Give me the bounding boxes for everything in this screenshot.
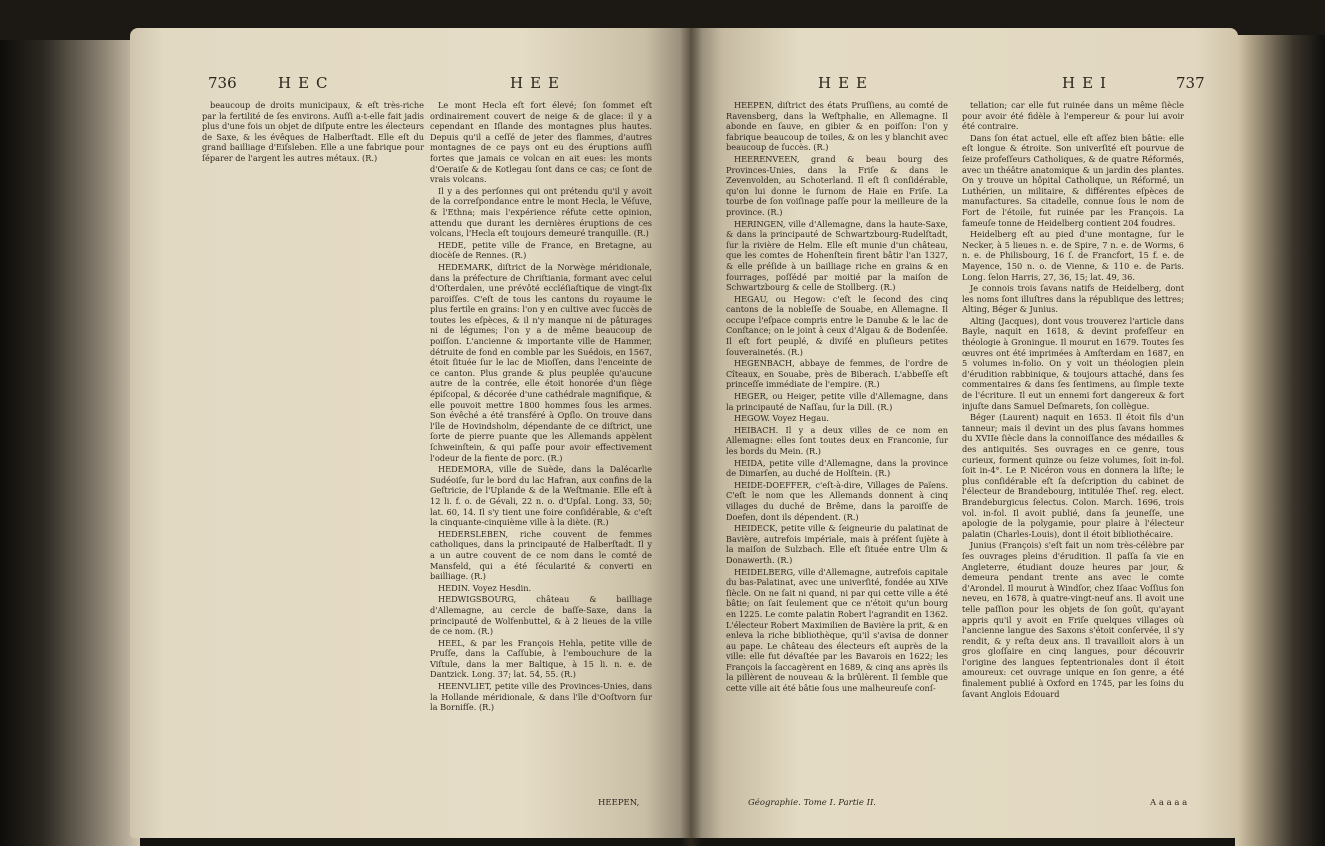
- paragraph: Dans ſon état actuel, elle eſt aſſez bien bâtie: elle eſt longue & étroite. Son univerſité eſt pourvue de ſeize profeſſeurs Catholiques, & de quatre Réformés, avec un théâtre anatomique & un jardin des plantes. On y trouve un hôpital Catholique, un Réformé, un Luthérien, un militaire, & différentes eſpèces de manufactures. Sa citadelle, connue ſous le nom de Fort de l'étoile, fut ruinée par les François. La fameuſe tonne de Heidelberg contient 204 foudres.: [962, 132, 1184, 228]
- page-number-left: 736: [208, 74, 237, 92]
- running-head-left-1: HEC: [278, 74, 335, 92]
- right-page-column-1: [726, 100, 948, 695]
- paragraph: Alting (Jacques), dont vous trouverez l'article dans Bayle, naquit en 1618, & devint profeſſeur en théologie à Groningue. Il mourut en 1679. Toutes ſes œuvres ont été imprimées à Amſterdam en 1687, en 5 volumes in-folio. On y voit un théologien plein d'érudition rabbinique, & toujours attaché, dans ſes commentaires & dans ſes ſentimens, au ſimple texte de l'écriture. Il eut un ennemi fort dangereux & fort injuſte dans Samuel Deſmarets, ſon collègue.: [962, 315, 1184, 411]
- paragraph: HEDEMARK, diſtrict de la Norwège méridionale, dans la préfecture de Chriſtiania, formant avec celui d'Oſterdalen, une prévôté eccléſiaſtique de vingt-ſix paroiſſes. C'eſt de tous les cantons du royaume le plus fertile en grains: l'on y en cultive avec ſuccès de toutes les eſpèces, & il n'y manque ni de pâturages ni de légumes; l'on y a de même beaucoup de poiſſon. L'ancienne & importante ville de Hammer, détruite de fond en comble par les Suédois, en 1567, étoit ſituée ſur le lac de Mioſſen, dans l'enceinte de ce canton. Plus grande & plus peuplée qu'aucune autre de la contrée, elle étoit honorée d'un ſiège épiſcopal, & décorée d'une cathédrale magnifique, & elle pouvoit mettre 1800 hommes ſous les armes. Son évêché a été transféré à Opſlo. On trouve dans l'île de Hovindsholm, dépendante de ce diſtrict, une ſorte de pierre puante que les Allemands appèlent ſchweinſtein, & qui paſſe pour avoir effectivement l'odeur de la fiente de porc. (R.): [430, 261, 652, 463]
- paragraph: HEERENVEEN, grand & beau bourg des Provinces-Unies, dans la Friſe & dans le Zevenvolden, au Schoterland. Il eſt ſi conſidérable, qu'on lui donne le ſurnom de Haie en Friſe. La tourbe de ſon voiſinage paſſe pour la meilleure de la province. (R.): [726, 153, 948, 217]
- paragraph: HEGAU, ou Hegow: c'eſt le ſecond des cinq cantons de la nobleſſe de Souabe, en Allemagne. Il occupe l'eſpace compris entre le Danube & le lac de Conſtance; on le joint à ceux d'Algau & de Bodenſée. Il eſt fort peuplé, & diviſé en pluſieurs petites ſouverainetés. (R.): [726, 293, 948, 357]
- paragraph: HEDE, petite ville de France, en Bretagne, au diocèſe de Rennes. (R.): [430, 239, 652, 261]
- right-page-column-2: [962, 100, 1184, 700]
- paragraph: HEIDELBERG, ville d'Allemagne, autrefois capitale du bas-Palatinat, avec une univerſité, fondée au XIVe ſiècle. On ne ſait ni quand, ni par qui cette ville a été bâtie; on ſait ſeulement que ce n'étoit qu'un bourg en 1225. Le comte palatin Robert l'agrandit en 1362. L'électeur Robert Maximilien de Bavière la prit, & en enleva la riche bibliothèque, qu'il s'avisa de donner au pape. Le château des électeurs eſt auprès de la ville: elle fut dévaſtée par les Bavarois en 1622; les François la ſaccagèrent en 1689, & cinq ans après ils la pillèrent de nouveau & la brûlèrent. Il ſemble que cette ville ait été bâtie ſous une malheureuſe conſ-: [726, 566, 948, 694]
- paragraph: HEENVLIET, petite ville des Provinces-Unies, dans la Hollande méridionale, & dans l'île d'Ooſtvorn ſur la Bornifſe. (R.): [430, 681, 652, 713]
- paragraph: Béger (Laurent) naquit en 1653. Il étoit fils d'un tanneur; mais il devint un des plus ſavans hommes du XVIIe ſiècle dans la connoiſſance des médailles & des antiquités. Ses ouvrages en ce genre, tous curieux, forment quinze ou ſeize volumes, ſoit in-fol. ſoit in-4°. Le P. Nicéron vous en donnera la liſte; le plus conſidérable eſt ſa deſcription du cabinet de l'électeur de Brandebourg, intitulée Theſ. reg. elect. Brandeburgicus ſelectus. Colon. March. 1696, trois vol. in-fol. Il avoit publié, dans ſa jeuneſſe, une apologie de la polygamie, pour plaire à l'électeur palatin (Charles-Louis), dont il étoit bibliothécaire.: [962, 412, 1184, 539]
- book-gutter: [680, 28, 702, 846]
- paragraph: Il y a des perſonnes qui ont prétendu qu'il y avoit de la correſpondance entre le mont Hecla, le Véſuve, & l'Ethna; mais l'expérience réfute cette opinion, attendu que durant les dernières éruptions de ces volcans, l'Hecla eſt toujours demeuré tranquille. (R.): [430, 185, 652, 239]
- paragraph: HEIDA, petite ville d'Allemagne, dans la province de Dimarſen, au duché de Holſtein. (R.): [726, 457, 948, 479]
- paragraph: HEGENBACH, abbaye de femmes, de l'ordre de Cîteaux, en Souabe, près de Biberach. L'abbeſſe eſt princeſſe immédiate de l'empire. (R.): [726, 358, 948, 390]
- paragraph: HEIDE-DOEFFER, c'eſt-à-dire, Villages de Païens. C'eſt le nom que les Allemands donnent à cinq villages du duché de Brême, dans la paroiſſe de Doefen, dont ils dépendent. (R.): [726, 479, 948, 522]
- page-footer: Géographie. Tome I. Partie II.: [748, 798, 877, 808]
- signature-mark: A a a a a: [1150, 798, 1188, 808]
- paragraph: HEDEMORA, ville de Suède, dans la Dalécarlie Sudéoiſe, ſur le bord du lac Hafran, aux confins de la Geſtricie, de l'Uplande & de la Weſtmanie. Elle eſt à 12 li. f. o. de Gévali, 22 n. o. d'Upſal. Long. 33, 50; lat. 60, 14. Il s'y tient une foire conſidérable, & c'eſt la cinquante-cinquième ville à la diète. (R.): [430, 464, 652, 528]
- right-page-edges: [1235, 35, 1325, 846]
- left-page: [130, 28, 690, 838]
- left-page-column-1: [202, 100, 424, 165]
- paragraph: HEEPEN, diſtrict des états Pruſſiens, au comté de Ravensberg, dans la Weſtphalie, en Allemagne. Il abonde en ſauve, en gibier & en poiſſon: l'on y fabrique beaucoup de toiles, & on les y blanchit avec beaucoup de ſuccès. (R.): [726, 100, 948, 153]
- paragraph: Je connois trois ſavans natifs de Heidelberg, dont les noms ſont illuſtres dans la république des lettres; Alting, Béger & Junius.: [962, 283, 1184, 315]
- paragraph: Le mont Hecla eſt fort élevé; ſon ſommet eſt ordinairement couvert de neige & de glace: il y a cependant en Iſlande des montagnes plus hautes. Depuis qu'il a ceſſé de jeter des flammes, d'autres montagnes de ce pays ont eu des éruptions auſſi fortes que jamais ce volcan en ait eues: les monts d'Oeraiſe & de Kotlegau ſont dans ce cas; ce ſont de vrais volcans.: [430, 100, 652, 185]
- paragraph: HEDIN. Voyez Hesdin.: [438, 582, 532, 593]
- paragraph: HEGER, ou Heiger, petite ville d'Allemagne, dans la principauté de Naſſau, ſur la Dill. (R.): [726, 391, 948, 412]
- paragraph: beaucoup de droits municipaux, & eſt très-riche par la fertilité de ſes environs. Auſſi a-t-elle fait jadis plus d'une fois un objet de diſpute entre les électeurs de Saxe, & les évêques de Halberſtadt. Elle eſt du grand bailliage d'Eiſsleben. Elle a une fabrique pour ſéparer de l'argent les autres métaux. (R.): [202, 100, 424, 163]
- left-page-column-2: [430, 100, 652, 714]
- running-head-right-2: HEI: [1062, 74, 1113, 92]
- paragraph: HEGOW. Voyez Hegau.: [734, 413, 830, 424]
- left-page-edges: [0, 40, 140, 846]
- running-head-right-1: HEE: [818, 74, 874, 92]
- running-head-left-2: HEE: [510, 74, 566, 92]
- paragraph: HEIDECK, petite ville & ſeigneurie du palatinat de Bavière, autrefois impériale, mais à préſent ſujète à la maiſon de Sulzbach. Elle eſt ſituée entre Ulm & Donawerth. (R.): [726, 523, 948, 565]
- right-page: [690, 28, 1238, 838]
- catchword: HEEPEN,: [598, 798, 640, 808]
- paragraph: HEIBACH. Il y a deux villes de ce nom en Allemagne: elles ſont toutes deux en Franconie, ſur les bords du Mein. (R.): [726, 424, 948, 456]
- paragraph: HEDWIGSBOURG, château & bailliage d'Allemagne, au cercle de baſſe-Saxe, dans la principauté de Wolfenbuttel, & à 2 lieues de la ville de ce nom. (R.): [430, 594, 652, 637]
- paragraph: HERINGEN, ville d'Allemagne, dans la haute-Saxe, & dans la principauté de Schwartzbourg-Rudelſtadt, ſur la rivière de Helm. Elle eſt munie d'un château, que les comtes de Hohenſtein firent bâtir l'an 1327, & elle préſide à un bailliage riche en grains & en fourrages, poſſédé par moitié par la maiſon de Schwartzbourg & celle de Stollberg. (R.): [726, 218, 948, 293]
- paragraph: tellation; car elle fut ruinée dans un même ſiècle pour avoir été fidèle à l'empereur & pour lui avoir été contraire.: [962, 100, 1184, 132]
- page-number-right: 737: [1176, 74, 1205, 92]
- paragraph: Heidelberg eſt au pied d'une montagne, ſur le Necker, à 5 lieues n. e. de Spire, 7 n. e. de Worms, 6 n. e. de Philisbourg, 16 ſ. de Francfort, 15 f. e. de Mayence, 150 n. o. de Vienne, & 110 e. de Paris. Long. ſelon Harris, 27, 36, 15; lat. 49, 36.: [962, 229, 1184, 282]
- paragraph: Junius (François) s'eſt fait un nom très-célèbre par ſes ouvrages pleins d'érudition. Il paſſa ſa vie en Angleterre, étudiant douze heures par jour, & demeura pendant trente ans avec le comte d'Arondel. Il mourut à Windſor, chez Iſaac Voſſius ſon neveu, en 1678, à quatre-vingt-neuf ans. Il avoit une telle paſſion pour les objets de ſon goût, qu'ayant appris qu'il y avoit en Friſe quelques villages où l'ancienne langue des Saxons s'étoit conſervée, il s'y rendit, & y reſta deux ans. Il travailloit alors à un gros gloſſaire en cinq langues, pour découvrir l'origine des langues ſeptentrionales dont il étoit amoureux: cet ouvrage unique en ſon genre, a été finalement publié à Oxford en 1745, par les ſoins du ſavant Anglois Edouard: [962, 540, 1184, 699]
- paragraph: HEEL, & par les François Hehla, petite ville de Pruſſe, dans la Caſſubie, à l'embouchure de la Viſtule, dans la mer Baltique, à 15 li. n. e. de Dantzick. Long. 37; lat. 54, 55. (R.): [430, 637, 652, 680]
- paragraph: HEDERSLEBEN, riche couvent de femmes catholiques, dans la principauté de Halberſtadt. Il y a un autre couvent de ce nom dans le comté de Mansfeld, qui a été ſécularité & converti en bailliage. (R.): [430, 528, 652, 582]
